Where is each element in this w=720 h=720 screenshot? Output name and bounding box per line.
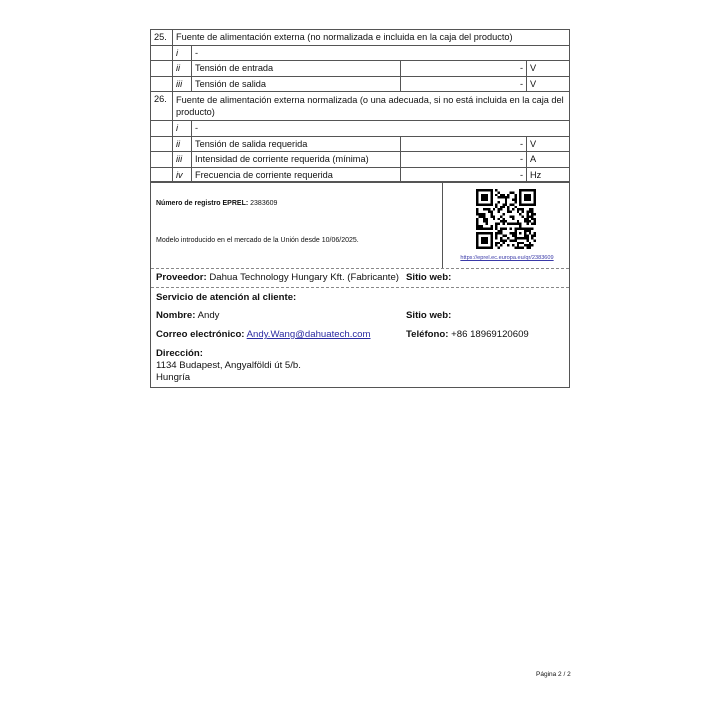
row-label: Intensidad de corriente requerida (mínima) bbox=[192, 152, 401, 168]
sub-index: ii bbox=[173, 61, 192, 77]
qr-code-icon[interactable] bbox=[476, 189, 536, 249]
table-row bbox=[151, 76, 570, 92]
row-number: 26. bbox=[151, 92, 173, 121]
qr-cell bbox=[442, 182, 570, 268]
service-label: Servicio de atención al cliente: bbox=[156, 292, 297, 303]
registration-number: 2383609 bbox=[250, 200, 278, 207]
address-line-2: Hungría bbox=[156, 372, 191, 383]
row-unit: V bbox=[527, 136, 570, 152]
table-row bbox=[151, 121, 570, 137]
row-title: Fuente de alimentación externa (no normalizada e incluida en la caja del producto) bbox=[173, 30, 570, 46]
row-label: Tensión de entrada bbox=[192, 61, 401, 77]
provider-line bbox=[156, 272, 399, 283]
table-row bbox=[151, 61, 570, 77]
row-unit: Hz bbox=[527, 167, 570, 183]
email-line bbox=[156, 329, 371, 340]
row-title: Fuente de alimentación externa normalizada (o una adecuada, si no está incluida en la caja del producto) bbox=[173, 92, 570, 121]
power-supply-table bbox=[150, 29, 570, 183]
address-heading bbox=[156, 348, 203, 359]
table-row bbox=[151, 45, 570, 61]
table-row bbox=[151, 92, 570, 121]
website-line bbox=[406, 272, 451, 283]
registration-label: Número de registro EPREL: bbox=[156, 200, 249, 207]
divider bbox=[151, 287, 569, 288]
table-row bbox=[151, 136, 570, 152]
phone-line bbox=[406, 329, 529, 340]
phone-label: Teléfono: bbox=[406, 329, 449, 340]
table-row bbox=[151, 152, 570, 168]
sub-index: iii bbox=[173, 152, 192, 168]
email-label: Correo electrónico: bbox=[156, 329, 245, 340]
sub-index: iii bbox=[173, 76, 192, 92]
row-label: - bbox=[192, 45, 570, 61]
website-label: Sitio web: bbox=[406, 272, 452, 283]
eprel-registration bbox=[156, 200, 277, 207]
row-value: - bbox=[401, 76, 527, 92]
sub-index: iv bbox=[173, 167, 192, 183]
row-value: - bbox=[401, 167, 527, 183]
name-label: Nombre: bbox=[156, 310, 196, 321]
qr-link[interactable]: https://eprel.ec.europa.eu/qr/2383609 bbox=[460, 255, 554, 261]
provider-value: Dahua Technology Hungary Kft. (Fabricante) bbox=[209, 272, 399, 283]
row-value: - bbox=[401, 61, 527, 77]
row-unit: A bbox=[527, 152, 570, 168]
sub-index: ii bbox=[173, 136, 192, 152]
service-heading bbox=[156, 292, 296, 303]
row-label: Tensión de salida bbox=[192, 76, 401, 92]
address-line-1: 1134 Budapest, Angyalföldi út 5/b. bbox=[156, 360, 301, 371]
eprel-header bbox=[151, 182, 569, 269]
table-row bbox=[151, 30, 570, 46]
sub-index: i bbox=[173, 45, 192, 61]
name-line bbox=[156, 310, 219, 321]
website-line-2 bbox=[406, 310, 451, 321]
row-label: Frecuencia de corriente requerida bbox=[192, 167, 401, 183]
row-number: 25. bbox=[151, 30, 173, 46]
address-label: Dirección: bbox=[156, 348, 203, 359]
row-label: - bbox=[192, 121, 570, 137]
market-introduction: Modelo introducido en el mercado de la Unión desde 10/06/2025. bbox=[156, 237, 359, 244]
provider-label: Proveedor: bbox=[156, 272, 207, 283]
page-number: Página 2 / 2 bbox=[536, 671, 571, 678]
phone-value: +86 18969120609 bbox=[451, 329, 529, 340]
row-label: Tensión de salida requerida bbox=[192, 136, 401, 152]
row-unit: V bbox=[527, 76, 570, 92]
row-unit: V bbox=[527, 61, 570, 77]
name-value: Andy bbox=[197, 310, 220, 321]
website-label: Sitio web: bbox=[406, 310, 452, 321]
row-value: - bbox=[401, 136, 527, 152]
sub-index: i bbox=[173, 121, 192, 137]
eprel-info-box bbox=[150, 181, 570, 388]
email-link[interactable]: Andy.Wang@dahuatech.com bbox=[246, 329, 371, 340]
row-value: - bbox=[401, 152, 527, 168]
